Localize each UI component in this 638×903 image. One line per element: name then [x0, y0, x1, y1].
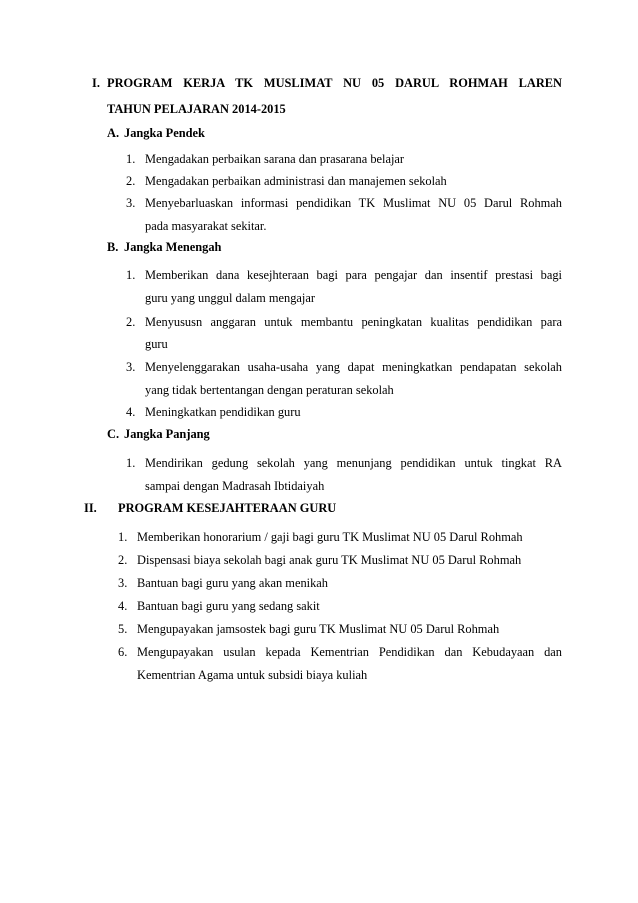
list-item-text: Mendirikan gedung sekolah yang menunjang pendidikan untuk tingkat RA	[145, 456, 562, 470]
list-item-text: Bantuan bagi guru yang sedang sakit	[137, 599, 320, 613]
list-item-number: 2.	[126, 315, 136, 329]
section-1-title-line-1: PROGRAM KERJA TK MUSLIMAT NU 05 DARUL ROHMAH LAREN	[107, 76, 562, 90]
subsection-b-title: Jangka Menengah	[124, 240, 222, 254]
section-1-title-line-2: TAHUN PELAJARAN 2014-2015	[107, 102, 286, 116]
list-item-text: Meningkatkan pendidikan guru	[145, 405, 301, 419]
list-item-text: Menyebarluaskan informasi pendidikan TK Muslimat NU 05 Darul Rohmah	[145, 196, 562, 210]
list-item-number: 2.	[126, 174, 136, 188]
section-1-number: I.	[92, 76, 100, 90]
list-item-number: 1.	[126, 456, 136, 470]
subsection-a-title: Jangka Pendek	[124, 126, 205, 140]
list-item-number: 1.	[126, 152, 136, 166]
list-item-text: Memberikan dana kesejhteraan bagi para pengajar dan insentif prestasi bagi	[145, 268, 562, 282]
subsection-a-label: A.	[107, 126, 120, 140]
section-2-number: II.	[84, 501, 97, 515]
subsection-c-label: C.	[107, 427, 120, 441]
list-item-text: Menyelenggarakan usaha-usaha yang dapat meningkatkan pendapatan sekolah	[145, 360, 562, 374]
list-item-text: Dispensasi biaya sekolah bagi anak guru TK Muslimat NU 05 Darul Rohmah	[137, 553, 522, 567]
list-item-text-continued: guru	[145, 337, 168, 351]
list-item-text-continued: pada masyarakat sekitar.	[145, 219, 267, 233]
list-item-number: 4.	[118, 599, 128, 613]
list-item-text: Memberikan honorarium / gaji bagi guru TK Muslimat NU 05 Darul Rohmah	[137, 530, 523, 544]
list-item-text-continued: Kementrian Agama untuk subsidi biaya kuliah	[137, 668, 368, 682]
list-item-text-continued: guru yang unggul dalam mengajar	[145, 291, 315, 305]
list-item-number: 6.	[118, 645, 128, 659]
list-item-text: Mengupayakan jamsostek bagi guru TK Muslimat NU 05 Darul Rohmah	[137, 622, 500, 636]
list-item-number: 5.	[118, 622, 128, 636]
list-item-number: 1.	[126, 268, 136, 282]
list-item-number: 3.	[126, 196, 136, 210]
subsection-c-title: Jangka Panjang	[124, 427, 210, 441]
list-item-text-continued: yang tidak bertentangan dengan peraturan sekolah	[145, 383, 394, 397]
list-item-text-continued: sampai dengan Madrasah Ibtidaiyah	[145, 479, 325, 493]
list-item-text: Mengupayakan usulan kepada Kementrian Pendidikan dan Kebudayaan dan	[137, 645, 562, 659]
list-item-number: 4.	[126, 405, 136, 419]
list-item-text: Mengadakan perbaikan administrasi dan manajemen sekolah	[145, 174, 447, 188]
list-item-text: Menyususn anggaran untuk membantu peningkatan kualitas pendidikan para	[145, 315, 562, 329]
list-item-number: 3.	[118, 576, 128, 590]
list-item-number: 3.	[126, 360, 136, 374]
subsection-b-label: B.	[107, 240, 119, 254]
list-item-number: 2.	[118, 553, 128, 567]
list-item-text: Mengadakan perbaikan sarana dan prasarana belajar	[145, 152, 405, 166]
list-item-number: 1.	[118, 530, 128, 544]
list-item-text: Bantuan bagi guru yang akan menikah	[137, 576, 328, 590]
section-2-title: PROGRAM KESEJAHTERAAN GURU	[118, 501, 337, 515]
